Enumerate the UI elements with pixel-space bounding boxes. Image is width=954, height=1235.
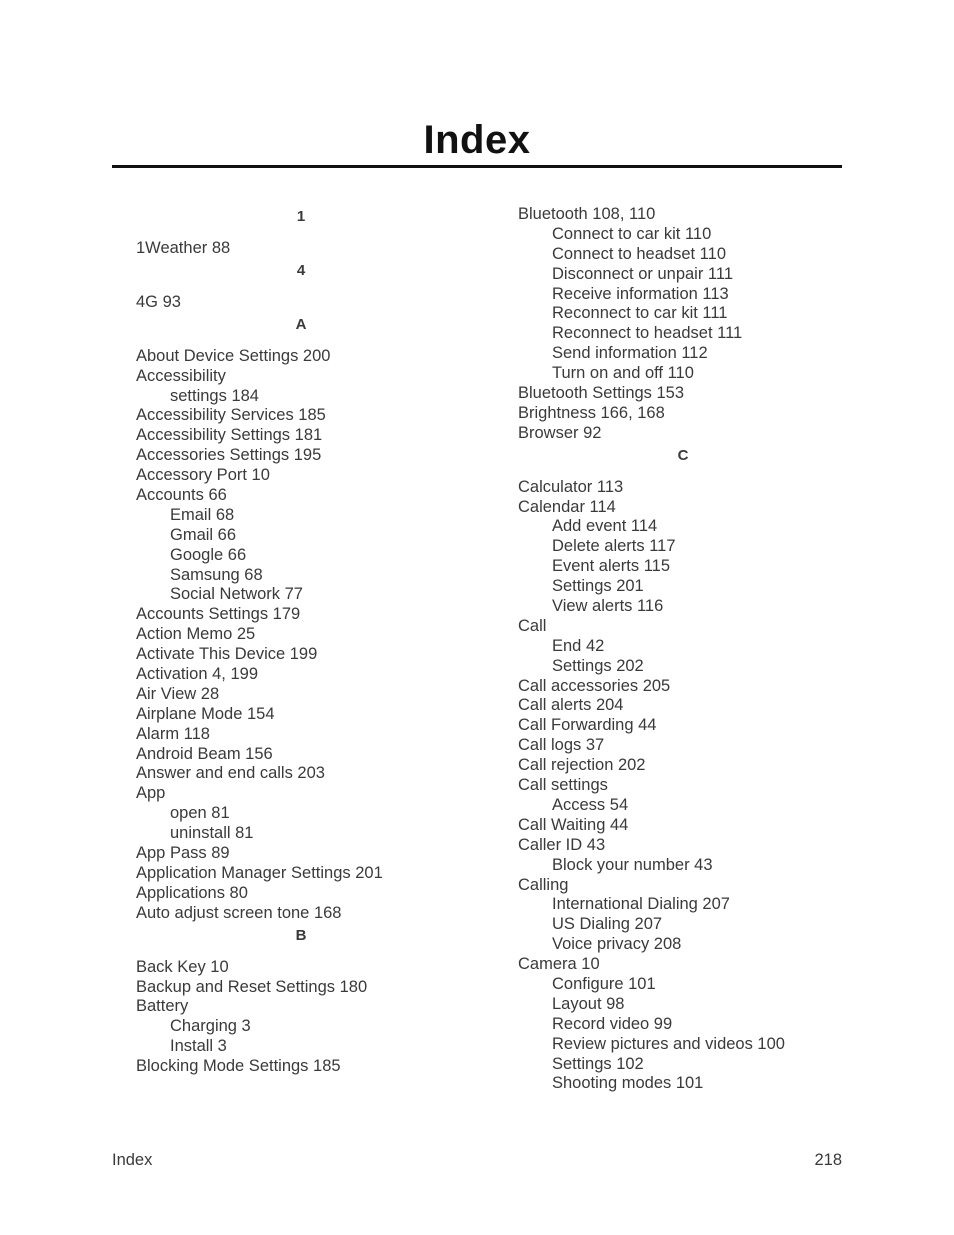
index-subentry: Block your number 43 (552, 855, 713, 874)
index-subentry: Google 66 (170, 545, 247, 564)
index-subentry: Email 68 (170, 505, 235, 524)
index-entry: Activation 4, 199 (136, 665, 258, 684)
index-subentry: Settings 201 (552, 577, 644, 596)
index-subentry: Receive information 113 (552, 284, 729, 303)
index-entry: Caller ID 43 (518, 835, 606, 854)
page-title: Index (423, 118, 531, 162)
index-entry: Android Beam 156 (136, 744, 273, 763)
index-entry: Call (518, 616, 547, 635)
index-entry: Blocking Mode Settings 185 (136, 1057, 341, 1076)
index-entry: About Device Settings 200 (136, 346, 331, 365)
index-entry: 1Weather 88 (136, 239, 231, 257)
index-subentry: End 42 (552, 636, 605, 655)
index-subentry: US Dialing 207 (552, 915, 663, 934)
index-subentry: Voice privacy 208 (552, 935, 682, 954)
index-subentry: settings 184 (170, 386, 259, 405)
index-subentry: Event alerts 115 (552, 557, 671, 576)
index-entry: Activate This Device 199 (136, 645, 318, 664)
index-subentry: Disconnect or unpair 111 (552, 264, 733, 283)
index-entry: Call alerts 204 (518, 696, 624, 715)
index-subentry: Samsung 68 (170, 565, 263, 584)
index-subentry: Review pictures and videos 100 (552, 1034, 785, 1053)
index-subentry: Connect to headset 110 (552, 244, 726, 263)
index-column-left (136, 205, 466, 1077)
index-entry: Camera 10 (518, 955, 600, 974)
index-letter-heading: C (677, 446, 689, 464)
index-entry: Alarm 118 (136, 724, 210, 743)
index-entry: Battery (136, 997, 189, 1016)
index-entry: Calculator 113 (518, 477, 624, 496)
index-subentry: Gmail 66 (170, 525, 237, 544)
index-entry: Browser 92 (518, 423, 602, 442)
index-subentry: Settings 202 (552, 656, 644, 675)
index-letter-heading: A (295, 315, 307, 333)
index-entry: Action Memo 25 (136, 625, 256, 644)
index-entry: Accounts 66 (136, 486, 227, 505)
index-entry: 4G 93 (136, 292, 181, 311)
index-entry: Call Waiting 44 (518, 815, 629, 834)
index-entry: Accessibility (136, 366, 226, 385)
index-subentry: Access 54 (552, 795, 629, 814)
index-entry: Accessory Port 10 (136, 466, 270, 485)
index-letter-heading: 1 (296, 208, 306, 225)
index-entry: Auto adjust screen tone 168 (136, 903, 342, 922)
index-entry: Bluetooth Settings 153 (518, 384, 685, 403)
index-entry: Backup and Reset Settings 180 (136, 977, 368, 996)
index-subentry: Social Network 77 (170, 585, 303, 604)
index-entry: Brightness 166, 168 (518, 403, 665, 422)
index-entry: Air View 28 (136, 684, 220, 703)
index-subentry: Charging 3 (170, 1017, 251, 1036)
index-entry: Application Manager Settings 201 (136, 863, 383, 882)
index-letter-heading: B (295, 926, 307, 944)
index-subentry: International Dialing 207 (552, 895, 730, 914)
index-entry: Calling (518, 875, 569, 894)
index-subentry: open 81 (170, 804, 230, 823)
index-entry: Accounts Settings 179 (136, 605, 301, 624)
index-column-right (518, 205, 848, 1094)
index-entry: Call accessories 205 (518, 676, 671, 695)
index-subentry: uninstall 81 (170, 824, 254, 843)
index-subentry: Configure 101 (552, 974, 656, 993)
title-divider (112, 165, 842, 168)
index-entry: Answer and end calls 203 (136, 764, 325, 783)
index-entry: Applications 80 (136, 883, 248, 902)
index-entry: Call logs 37 (518, 736, 605, 755)
index-entry: Call settings (518, 776, 608, 795)
index-entry: App Pass 89 (136, 844, 230, 863)
index-subentry: Layout 98 (552, 994, 625, 1013)
index-subentry: Settings 102 (552, 1054, 644, 1073)
index-entry: Call rejection 202 (518, 756, 646, 775)
footer-page-number: 218 (814, 1151, 842, 1169)
index-subentry: Reconnect to headset 111 (552, 324, 743, 343)
index-subentry: Shooting modes 101 (552, 1074, 704, 1093)
index-entry: Bluetooth 108, 110 (518, 205, 656, 223)
index-subentry: Connect to car kit 110 (552, 224, 712, 243)
index-entry: Accessibility Services 185 (136, 406, 326, 425)
index-entry: Back Key 10 (136, 957, 229, 976)
index-entry: Accessibility Settings 181 (136, 426, 323, 445)
index-entry: App (136, 784, 166, 803)
index-subentry: Record video 99 (552, 1014, 673, 1033)
index-entry: Call Forwarding 44 (518, 716, 657, 735)
index-subentry: Add event 114 (552, 517, 658, 536)
footer-section-label: Index (112, 1151, 153, 1169)
index-subentry: View alerts 116 (552, 597, 664, 616)
index-entry: Calendar 114 (518, 497, 616, 516)
index-subentry: Reconnect to car kit 111 (552, 304, 728, 323)
index-entry: Accessories Settings 195 (136, 446, 322, 465)
index-entry: Airplane Mode 154 (136, 704, 275, 723)
index-subentry: Turn on and off 110 (552, 364, 694, 383)
index-letter-heading: 4 (296, 261, 306, 279)
index-subentry: Delete alerts 117 (552, 537, 676, 556)
index-subentry: Send information 112 (552, 344, 708, 363)
index-subentry: Install 3 (170, 1037, 227, 1056)
